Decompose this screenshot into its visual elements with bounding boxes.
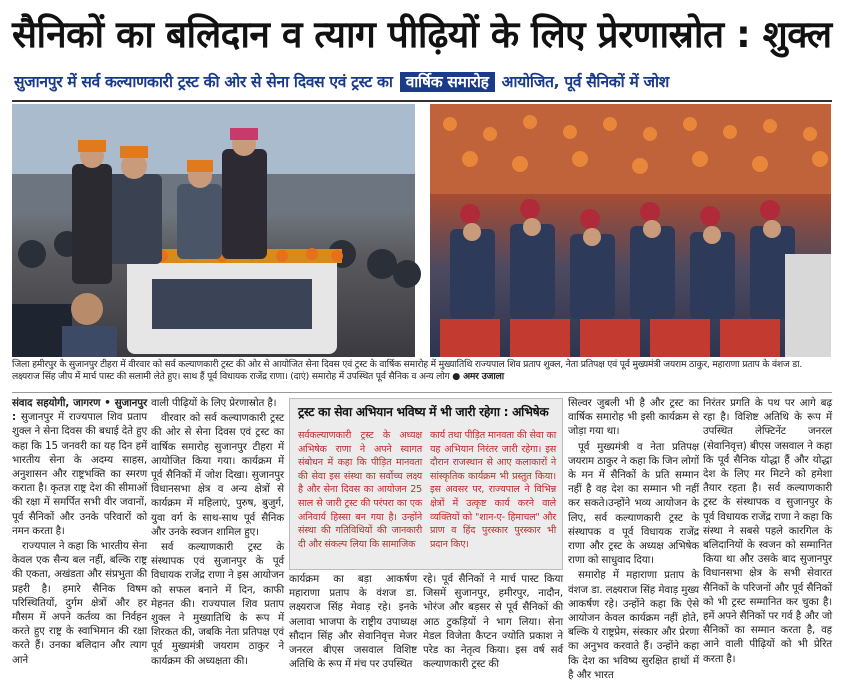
sidebar-box: [289, 398, 563, 570]
subheadline: [14, 68, 834, 96]
box-column-left: सर्वकल्याणकारी ट्रस्ट के अध्यक्ष अभिषेक राणा ने अपने स्वागत संबोधन में कहा कि पीड़ित मानवता की सेवा इस संस्था का सर्वोच्च लक्ष्य है और सेना दिवस का आयोजन 25 साल से जारी ट्रस्ट की परंपरा का एक अनिवार्य हिस्सा बन गया है। उन्होंने संस्था की गतिविधियों की जानकारी दी और संकल्प लिया कि सामाजिक: [298, 430, 422, 550]
col5-para-3: समारोह में महाराणा प्रताप के वंशज डा. लक्ष्यराज सिंह मेवाड़ मुख्य आकर्षण रहे। उन्होंने कहा कि ऐसे आयोजन केवल कार्यक्रम नहीं होते, बल्कि ये राष्ट्रप्रेम, संस्कार और प्रेरणा का अनुभव करवाते हैं। उन्होंने कहा कि देश का भविष्य सुरक्षित हाथों में है और भारत: [568, 569, 699, 681]
box-column-right: कार्य तथा पीड़ित मानवता की सेवा का यह अभियान निरंतर जारी रहेगा। इस दौरान राजस्थान से आए कलाकारों ने सांस्कृतिक कार्यक्रम भी प्रस्तुत किया। इस अवसर पर, राज्यपाल ने विभिन्न क्षेत्रों में उत्कृष्ट कार्य करने वाले व्यक्तियों को "शान-ए- हिमाचल" और प्राण व हिंद पुरस्कार पुरस्कार भी प्रदान किए।: [430, 430, 556, 550]
col3-para: कार्यक्रम का बड़ा आकर्षण महाराणा प्रताप के वंशज डा. लक्ष्यराज सिंह मेवाड़ रहे। इनके अलावा भाजपा के राष्ट्रीय उपाध्यक्ष सौदान सिंह और सेवानिवृत्त मेजर जनरल बीएस जसवाल विशिष्ट अतिथि के रूप में मंच पर उपस्थित: [289, 573, 417, 671]
col6-para-1: निरंतर प्रगति के पथ पर आगे बढ़ रहा है। विशिष्ट अतिथि के रूप में उपस्थित लेफ्टिनेंट जनरल (सेवानिवृत्त) बीएस जसवाल ने कहा कि पूर्व सैनिक योद्धा हैं और योद्धा देश के लिए मर मिटने को हमेशा तैयार रहता है। सर्व कल्याणकारी ट्रस्ट के संस्थापक व सुजानपुर के पूर्व विधायक राजेंद्र राणा ने कहा कि संस्था ने सबसे पहले कारगिल के बलिदानियों के स्वजन को सम्मानित किया था और उसके बाद सुजानपुर विधानसभा क्षेत्र के सभी सेवारत सैनिकों के परिजनों और पूर्व सैनिकों को भी ट्रस्ट सम्मानित कर चुका है। हमें अपने सैनिकों पर गर्व है और जो सैनिकों का सम्मान करता है, वह आने वाली पीढ़ियों को भी प्रेरित करता है।: [703, 397, 832, 665]
header-rule: [12, 100, 832, 102]
col2-para-0: वाली पीढ़ियों के लिए प्रेरणास्रोत है।: [151, 397, 277, 409]
caption-credit: ● अमर उजाला: [452, 371, 504, 382]
caption-text: जिला हमीरपुर के सुजानपुर टीहरा में वीरवार को सर्व कल्याणकारी ट्रस्ट की ओर से आयोजित सेना दिवस एवं ट्रस्ट के वार्षिक समारोह में मुख्यातिथि राज्यपाल शिव प्रताप शुक्ल, नेता प्रतिपक्ष एवं पूर्व मुख्यमंत्री जयराम ठाकुर, महाराणा प्रताप के वंशज डा. लक्ष्यराज सिंह जीप में मार्च पास्ट की सलामी लेते हुए। साथ हैं पूर्व विधायक राजेंद्र राणा। (दाएं) समारोह में उपस्थित पूर्व सैनिक व अन्य लोग: [12, 359, 803, 382]
col1-para-1: सुजानपुर में राज्यपाल शिव प्रताप शुक्ल ने सेना दिवस की बधाई देते हुए कहा कि 15 जनवरी का यह दिन हमें भारतीय सेना के अदम्य साहस, अनुशासन और राष्ट्रभक्ति का स्मरण कराता है। कृतज्ञ राष्ट्र देश की सीमाओं की रक्षा में समर्पित सभी वीर जवानों, पूर्व सैनिकों और उनके परिवारों को नमन करता है।: [12, 411, 147, 537]
article-column-6: [703, 396, 832, 667]
col2-para-1: वीरवार को सर्व कल्याणकारी ट्रस्ट की ओर से सेना दिवस एवं ट्रस्ट का वार्षिक समारोह सुजानपुर टीहरा में आयोजित किया गया। कार्यक्रम में पूर्व सैनिकों में जोश दिखा। सुजानपुर विधानसभा क्षेत्र व अन्य क्षेत्रों से कार्यक्रम में महिलाएं, पुरुष, बुजुर्ग, युवा वर्ग के साथ-साथ पूर्व सैनिक और उनके स्वजन शामिल हुए।: [151, 412, 284, 538]
col2-para-2: सर्व कल्याणकारी ट्रस्ट के संस्थापक एवं सुजानपुर के पूर्व विधायक राजेंद्र राणा ने इस आयोजन को सफल बनाने में दिन, काफी मेहनत की। राज्यपाल शिव प्रताप शुक्ल ने मुख्यातिथि के रूप में शिरकत की, जबकि नेता प्रतिपक्ष एवं पूर्व मुख्यमंत्री जयराम ठाकुर ने कार्यक्रम की अध्यक्षता की।: [151, 541, 284, 667]
photo-caption: [12, 359, 832, 393]
photo-veterans-audience: [430, 104, 831, 357]
photo-jeep-salute: [12, 104, 415, 357]
col5-para-2: पूर्व मुख्यमंत्री व नेता प्रतिपक्ष जयराम ठाकुर ने कहा कि जिन लोगों के मन में सैनिकों के प्रति सम्मान नहीं है वह देश का सम्मान भी नहीं कर सकते।उन्होंने भव्य आयोजन के लिए, सर्व कल्याणकारी ट्रस्ट के संस्थापक व पूर्व विधायक राजेंद्र राणा और ट्रस्ट के अध्यक्ष अभिषेक राणा को साधुवाद दिया।: [568, 440, 699, 567]
article-column-3: [289, 572, 417, 672]
col1-para-2: राज्यपाल ने कहा कि भारतीय सेना केवल एक सैन्य बल नहीं, बल्कि राष्ट्र की एकता, अखंडता और संप्रभुता की प्रहरी है। हमारे सैनिक विषम परिस्थितियों, दुर्गम क्षेत्रों और हर मौसम में अपने कर्तव्य का निर्वहन करते हुए राष्ट्र के स्वाभिमान की रक्षा करते हैं। उनका बलिदान और त्याग आने: [12, 540, 147, 666]
article-column-2: [151, 396, 284, 669]
subhead-highlight: वार्षिक समारोह: [400, 72, 495, 92]
col5-para-1: सिल्वर जुबली भी है और ट्रस्ट का वार्षिक समारोह भी इसी कार्यक्रम से जोड़ा गया था।: [568, 397, 699, 438]
box-title: ट्रस्ट का सेवा अभियान भविष्य में भी जारी रहेगा : अभिषेक: [298, 405, 549, 419]
headline: सैनिकों का बलिदान व त्याग पीढ़ियों के लिए प्रेरणास्रोत : शुक्ल: [12, 13, 832, 56]
col4-para: रहे। पूर्व सैनिकों ने मार्च पास्ट किया जिसमें सुजानपुर, हमीरपुर, नादौन, भोरंज और बड़सर से पूर्व सैनिकों की आठ टुकड़ियों ने भाग लिया। सेना मेडल विजेता कैप्टन ज्योति प्रकाश ने परेड का नेतृत्व किया। इस वर्ष सर्व कल्याणकारी ट्रस्ट की: [423, 573, 563, 671]
article-column-5: [568, 396, 699, 683]
article-column-1: [12, 396, 147, 668]
dateline: संवाद सहयोगी, जागरण • सुजानपुर :: [12, 397, 147, 424]
subhead-before: सुजानपुर में सर्व कल्याणकारी ट्रस्ट की ओर से सेना दिवस एवं ट्रस्ट का: [14, 73, 393, 91]
subhead-after: आयोजित, पूर्व सैनिकों में जोश: [501, 73, 669, 91]
article-column-4: [423, 572, 563, 672]
